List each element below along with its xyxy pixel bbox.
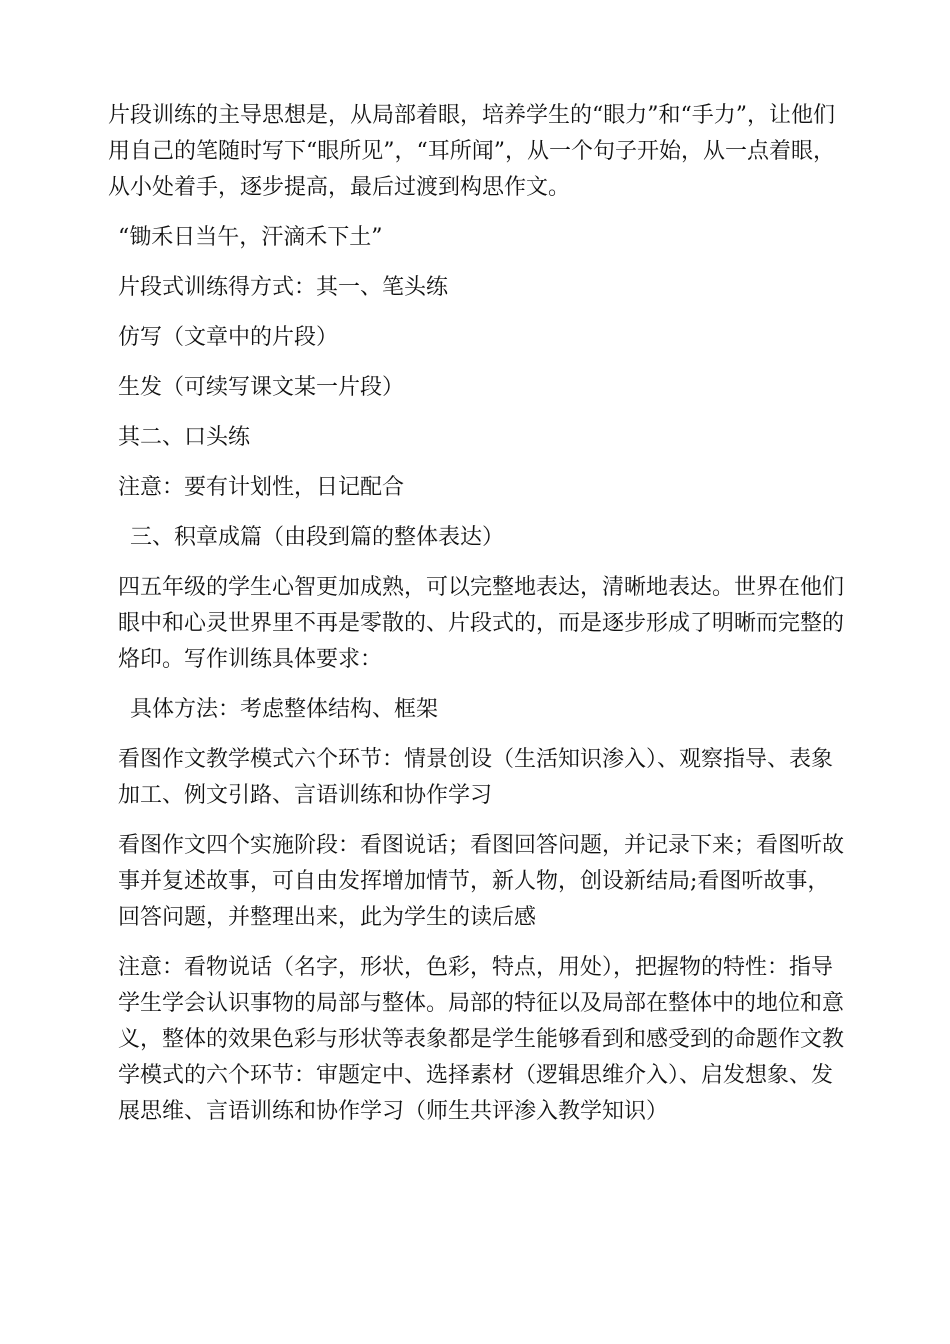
paragraph-picture-writing-six-steps: 看图作文教学模式六个环节：情景创设（生活知识渗入）、观察指导、表象加工、例文引路、言语训练和协作学习 — [118, 747, 834, 808]
paragraph-poem-quote: “锄禾日当午，汗滴禾下土” — [118, 225, 383, 250]
document-body — [108, 98, 848, 1130]
paragraph-grade-four-five: 四五年级的学生心智更加成熟，可以完整地表达，清晰地表达。世界在他们眼中和心灵世界里不再是零散的、片段式的，而是逐步形成了明晰而完整的烙印。写作训练具体要求： — [118, 575, 845, 672]
paragraph-imitation-writing: 仿写（文章中的片段） — [118, 325, 339, 350]
paragraph-continuation-writing: 生发（可续写课文某一片段） — [118, 375, 405, 400]
paragraph-section-three-heading: 三、积章成篇（由段到篇的整体表达） — [130, 525, 505, 550]
paragraph-picture-writing-four-stages: 看图作文四个实施阶段：看图说话；看图回答问题，并记录下来；看图听故事并复述故事，可自由发挥增加情节，新人物，创设新结局;看图听故事，回答问题，并整理出来，此为学生的读后感 — [118, 833, 845, 930]
paragraph-oral-practice: 其二、口头练 — [118, 425, 251, 450]
paragraph-specific-method: 具体方法：考虑整体结构、框架 — [130, 697, 439, 722]
paragraph-fragment-training-idea: 片段训练的主导思想是，从局部着眼，培养学生的“眼力”和“手力”，让他们用自己的笔随时写下“眼所见”，“耳所闻”，从一个句子开始，从一点着眼，从小处着手，逐步提高，最后过渡到构思作文。 — [108, 103, 835, 200]
paragraph-note-planning: 注意：要有计划性，日记配合 — [118, 475, 405, 500]
paragraph-note-object-description: 注意：看物说话（名字，形状，色彩，特点，用处），把握物的特性：指导学生学会认识事物的局部与整体。局部的特征以及局部在整体中的地位和意义，整体的效果色彩与形状等表象都是学生能够看到和感受到的命题作文教学模式的六个环节：审题定中、选择素材（逻辑思维介入）、启发想象、发展思维、言语训练和协作学习（师生共评渗入教学知识） — [118, 955, 845, 1124]
paragraph-training-method-one: 片段式训练得方式：其一、笔头练 — [118, 275, 449, 300]
